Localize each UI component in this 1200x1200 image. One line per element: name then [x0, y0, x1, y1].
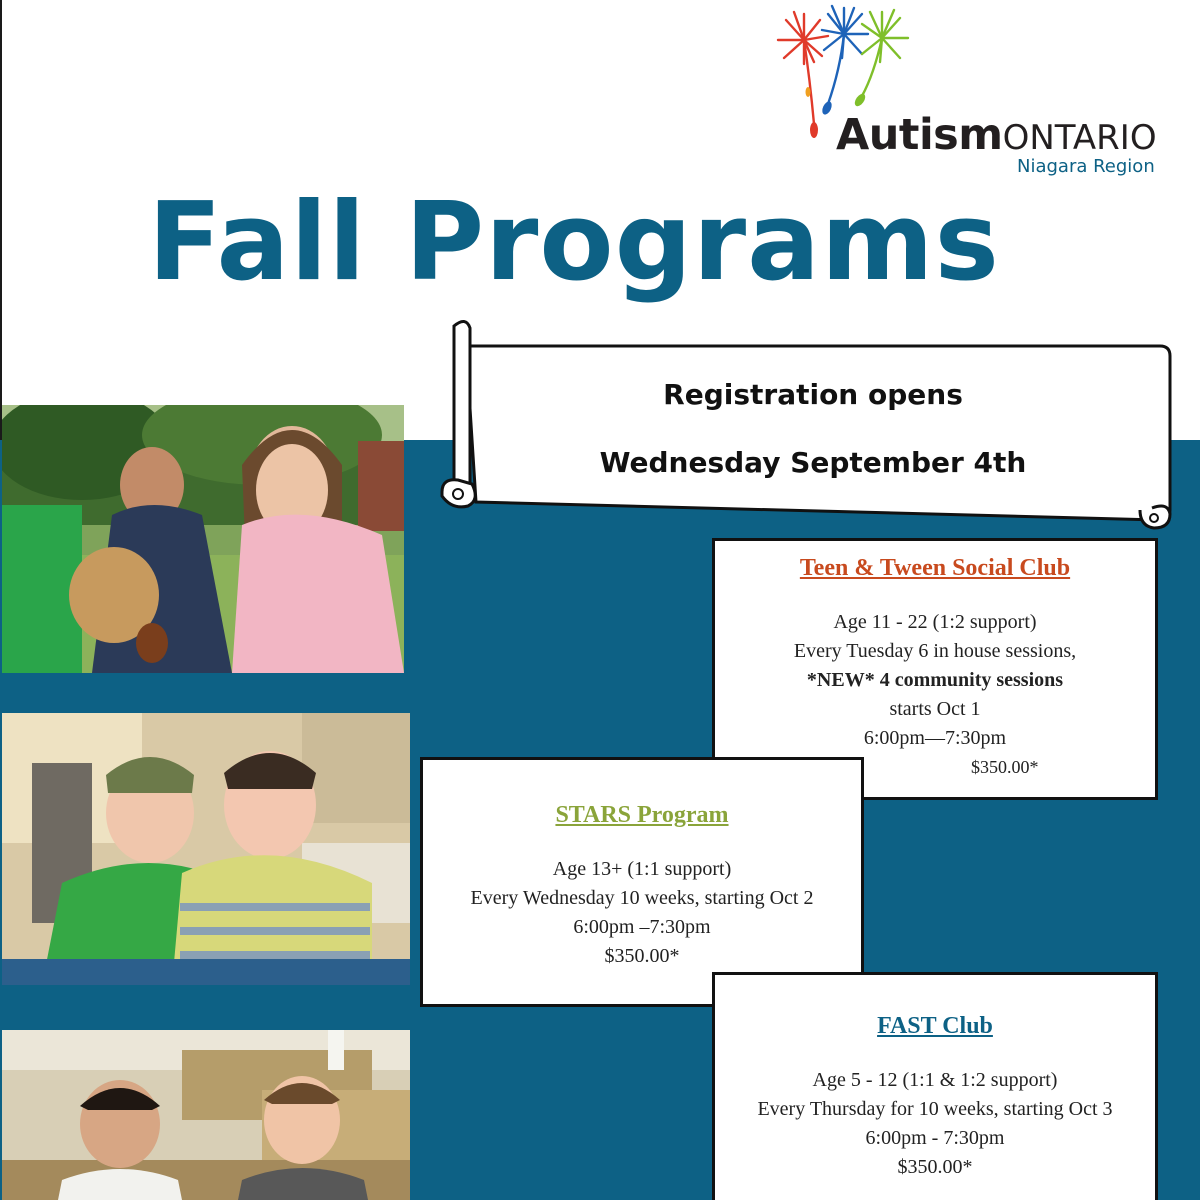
program-detail-line: Every Wednesday 10 weeks, starting Oct 2 — [470, 887, 814, 909]
program-title-teen-tween[interactable]: Teen & Tween Social Club — [799, 555, 1071, 581]
program-details-teen-tween — [715, 608, 1155, 753]
program-detail-line-highlight: *NEW* 4 community sessions — [806, 669, 1064, 691]
program-title-stars[interactable]: STARS Program — [555, 802, 729, 828]
autism-ontario-logo — [760, 0, 1180, 190]
program-box-fast — [712, 972, 1158, 1200]
program-detail-line: starts Oct 1 — [889, 698, 981, 720]
registration-date: Wednesday September 4th — [599, 446, 1027, 479]
registration-heading: Registration opens — [663, 378, 963, 411]
program-title-fast[interactable]: FAST Club — [877, 1013, 993, 1039]
program-detail-line: 6:00pm - 7:30pm — [865, 1127, 1005, 1149]
page-title: Fall Programs — [148, 180, 1000, 305]
logo-word-ontario: ONTARIO — [1002, 118, 1157, 158]
logo-region: Niagara Region — [1017, 156, 1155, 177]
program-detail-line: 6:00pm –7:30pm — [573, 916, 711, 938]
scroll-shape — [436, 314, 1176, 544]
program-detail-line: Age 13+ (1:1 support) — [552, 858, 732, 880]
program-detail-line: Age 5 - 12 (1:1 & 1:2 support) — [812, 1069, 1058, 1091]
photo-two-boys-at-desks — [2, 1030, 410, 1200]
program-detail-line: Age 11 - 22 (1:2 support) — [833, 611, 1037, 633]
photo-kids-outdoors-with-instruments — [2, 405, 404, 673]
photo-two-young-men-smiling — [2, 713, 410, 985]
program-details-stars — [423, 855, 861, 971]
program-price: $350.00* — [971, 757, 1039, 777]
program-detail-line: Every Tuesday 6 in house sessions, — [793, 640, 1077, 662]
program-detail-line: Every Thursday for 10 weeks, starting Oct 3 — [757, 1098, 1113, 1120]
program-detail-line: 6:00pm—7:30pm — [863, 727, 1007, 749]
program-price: $350.00* — [604, 945, 680, 967]
logo-wordmark — [836, 110, 1157, 160]
program-price: $350.00* — [897, 1156, 973, 1178]
registration-scroll-banner — [436, 314, 1176, 544]
logo-word-autism: Autism — [836, 110, 1003, 160]
program-details-fast — [715, 1066, 1155, 1182]
program-box-stars — [420, 757, 864, 1007]
